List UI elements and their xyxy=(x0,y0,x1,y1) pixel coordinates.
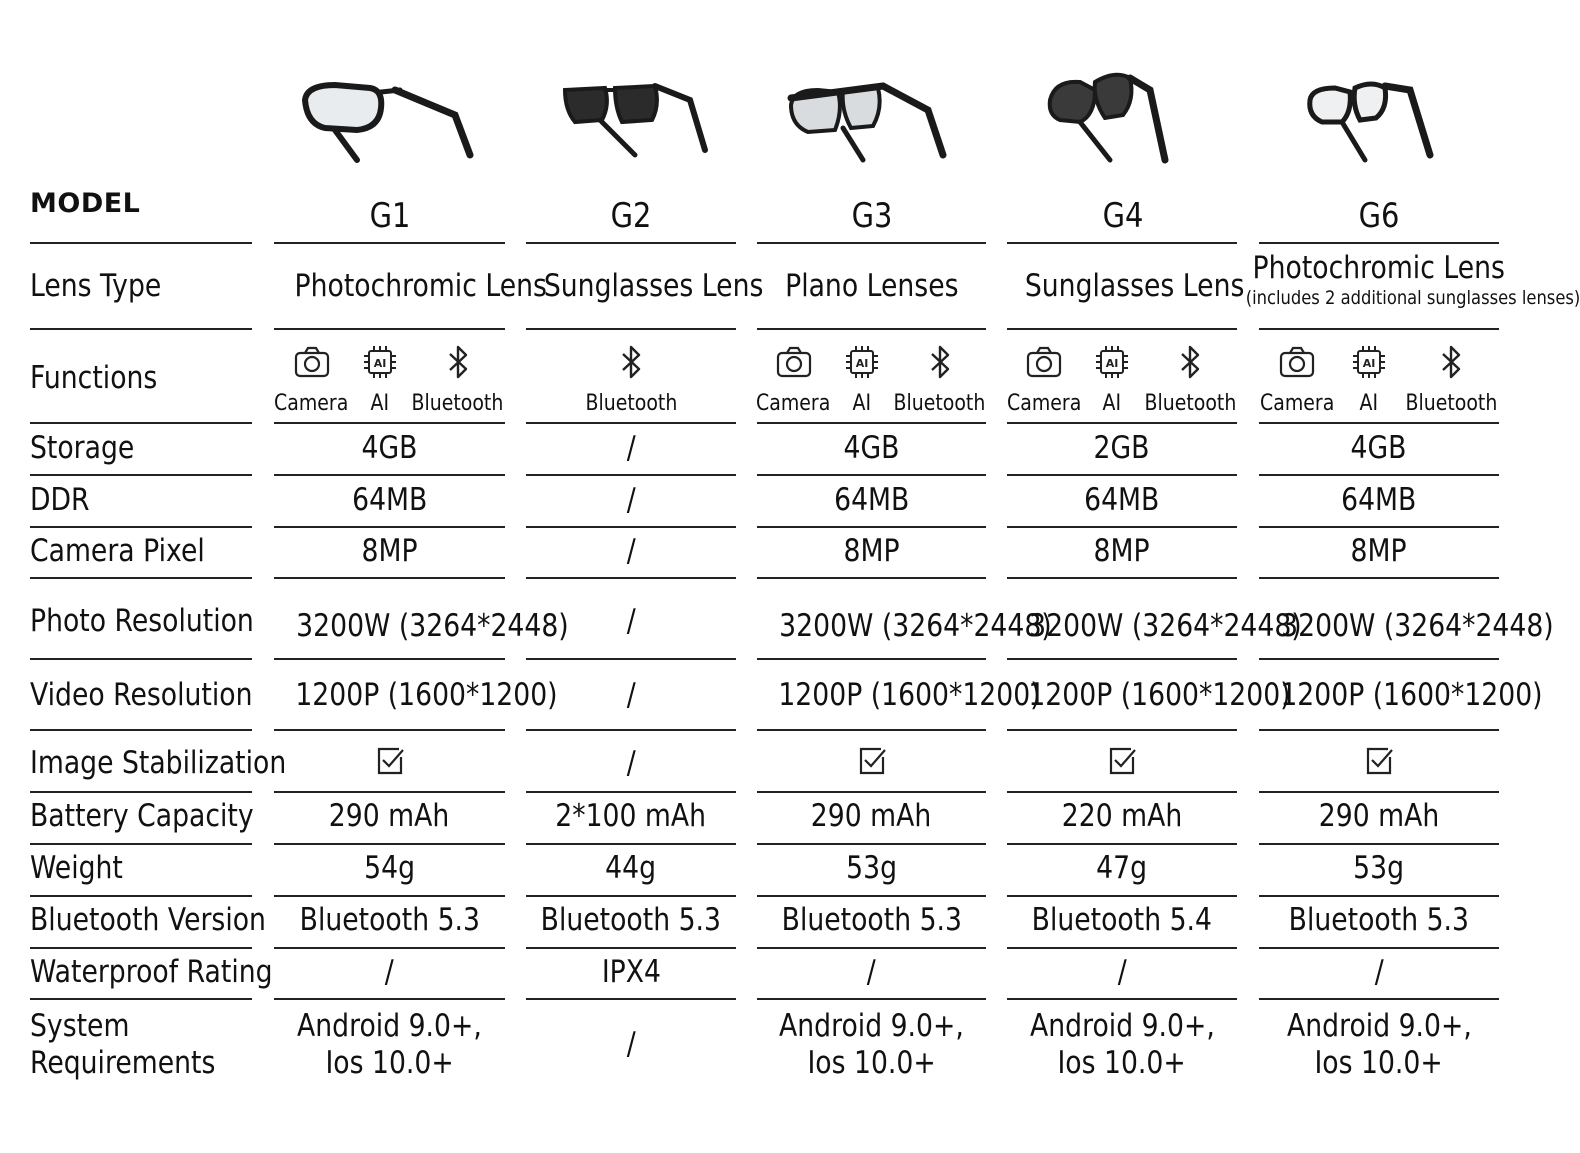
function-label: AI xyxy=(370,391,389,416)
row-divider xyxy=(1259,895,1499,897)
row-divider xyxy=(1007,242,1237,244)
row-label-camera-pixel: Camera Pixel xyxy=(30,533,205,569)
camera-pixel-g6: 8MP xyxy=(1350,533,1408,569)
system-requirements-g3: Android 9.0+, Ios 10.0+ xyxy=(779,1008,964,1082)
row-divider xyxy=(1259,947,1499,949)
ai-chip-icon xyxy=(1349,342,1389,387)
function-label: Camera xyxy=(1259,391,1335,416)
battery-g2: 2*100 mAh xyxy=(555,798,707,834)
function-label: Bluetooth xyxy=(1405,391,1497,416)
row-divider xyxy=(274,843,505,845)
model-column-label: MODEL xyxy=(30,188,141,219)
row-divider xyxy=(274,526,505,528)
ai-chip-icon xyxy=(842,342,882,387)
row-label-battery: Battery Capacity xyxy=(30,798,254,834)
bluetooth-icon xyxy=(920,342,960,387)
functions-g4 xyxy=(1007,342,1237,416)
function-label: Bluetooth xyxy=(585,391,677,416)
row-divider xyxy=(526,998,736,1000)
camera-icon xyxy=(1277,342,1317,387)
row-divider xyxy=(1259,328,1499,330)
row-divider xyxy=(757,422,986,424)
ddr-g3: 64MB xyxy=(833,482,910,518)
checkbox-checked-icon xyxy=(856,749,888,785)
row-divider xyxy=(526,843,736,845)
image-stabilization-g1 xyxy=(274,745,505,786)
row-divider xyxy=(274,658,505,660)
ddr-g2: / xyxy=(626,482,636,518)
row-divider xyxy=(274,895,505,897)
functions-g1 xyxy=(274,342,505,416)
lens-type-g1: Photochromic Lens xyxy=(294,268,547,304)
row-divider xyxy=(274,998,505,1000)
row-divider xyxy=(30,474,252,476)
function-label: Bluetooth xyxy=(893,391,986,416)
waterproof-g3: / xyxy=(866,954,876,990)
camera-icon xyxy=(292,342,332,387)
ddr-g4: 64MB xyxy=(1084,482,1160,518)
function-label: Camera xyxy=(1006,391,1082,416)
row-divider xyxy=(1007,729,1237,731)
weight-g6: 53g xyxy=(1353,850,1405,886)
row-divider xyxy=(757,998,986,1000)
function-ai-g6 xyxy=(1345,342,1393,416)
row-divider xyxy=(1259,998,1499,1000)
video-resolution-g3: 1200P (1600*1200) xyxy=(778,677,1041,713)
bt-version-g1: Bluetooth 5.3 xyxy=(299,902,480,938)
row-divider xyxy=(1259,658,1499,660)
camera-icon xyxy=(774,342,814,387)
bt-version-g6: Bluetooth 5.3 xyxy=(1288,902,1470,938)
g1-glasses-image xyxy=(295,60,480,175)
camera-pixel-g2: / xyxy=(626,533,636,569)
video-resolution-g4: 1200P (1600*1200) xyxy=(1028,677,1291,713)
row-divider xyxy=(526,947,736,949)
function-camera-g4 xyxy=(1006,342,1082,416)
row-divider xyxy=(526,895,736,897)
row-divider xyxy=(274,328,505,330)
system-requirements-g1: Android 9.0+, Ios 10.0+ xyxy=(297,1008,482,1082)
row-label-photo-resolution: Photo Resolution xyxy=(30,603,254,639)
row-divider xyxy=(526,658,736,660)
row-divider xyxy=(757,947,986,949)
camera-icon xyxy=(1024,342,1064,387)
bt-version-g4: Bluetooth 5.4 xyxy=(1031,902,1213,938)
system-requirements-g6: Android 9.0+, Ios 10.0+ xyxy=(1286,1008,1472,1082)
system-requirements-g2: / xyxy=(626,1026,636,1062)
row-divider xyxy=(1007,658,1237,660)
row-label-weight: Weight xyxy=(30,850,123,886)
row-divider xyxy=(526,577,736,579)
row-divider xyxy=(30,947,252,949)
row-divider xyxy=(30,729,252,731)
row-divider xyxy=(1259,729,1499,731)
weight-g2: 44g xyxy=(605,850,657,886)
lens-type-g6-note: (includes 2 additional sunglasses lenses) xyxy=(1245,287,1580,310)
storage-g1: 4GB xyxy=(361,430,418,466)
g4-glasses-image xyxy=(1045,60,1175,175)
photo-resolution-g3: 3200W (3264*2448) xyxy=(779,608,1052,644)
function-bluetooth-g1 xyxy=(410,342,506,416)
image-stabilization-g4 xyxy=(1007,745,1237,786)
row-divider xyxy=(274,422,505,424)
camera-pixel-g4: 8MP xyxy=(1093,533,1151,569)
row-label-lens-type: Lens Type xyxy=(30,268,162,304)
row-label-video-resolution: Video Resolution xyxy=(30,677,253,713)
row-divider xyxy=(526,791,736,793)
model-name-g6: G6 xyxy=(1358,196,1400,236)
row-divider xyxy=(526,474,736,476)
row-divider xyxy=(30,895,252,897)
row-divider xyxy=(1007,947,1237,949)
row-divider xyxy=(526,526,736,528)
lens-type-g3: Plano Lenses xyxy=(784,268,959,304)
bluetooth-icon xyxy=(611,342,651,387)
row-divider xyxy=(526,422,736,424)
function-bluetooth-g3 xyxy=(892,342,988,416)
row-divider xyxy=(757,895,986,897)
battery-g1: 290 mAh xyxy=(329,798,450,834)
storage-g6: 4GB xyxy=(1351,430,1407,466)
row-divider xyxy=(30,998,252,1000)
row-divider xyxy=(526,729,736,731)
weight-g4: 47g xyxy=(1096,850,1148,886)
battery-g4: 220 mAh xyxy=(1061,798,1183,834)
row-divider xyxy=(757,474,986,476)
row-divider xyxy=(526,328,736,330)
checkbox-checked-icon xyxy=(1363,749,1395,785)
svg-text:AI: AI xyxy=(855,357,868,370)
row-divider xyxy=(1007,422,1237,424)
row-divider xyxy=(274,577,505,579)
row-divider xyxy=(526,242,736,244)
image-stabilization-g6 xyxy=(1259,745,1499,786)
row-divider xyxy=(757,729,986,731)
functions-g6 xyxy=(1259,342,1499,416)
row-divider xyxy=(1259,242,1499,244)
row-divider xyxy=(274,474,505,476)
row-divider xyxy=(1007,998,1237,1000)
image-stabilization-g3 xyxy=(757,745,986,786)
lens-type-g2: Sunglasses Lens xyxy=(543,268,764,304)
row-divider xyxy=(30,526,252,528)
function-bluetooth-g6 xyxy=(1403,342,1499,416)
function-ai-g1 xyxy=(360,342,400,416)
row-label-bt-version: Bluetooth Version xyxy=(30,902,266,938)
g6-glasses-image xyxy=(1300,60,1435,175)
ddr-g6: 64MB xyxy=(1341,482,1417,518)
row-divider xyxy=(30,577,252,579)
storage-g4: 2GB xyxy=(1094,430,1150,466)
row-divider xyxy=(274,242,505,244)
row-divider xyxy=(1007,474,1237,476)
row-divider xyxy=(30,422,252,424)
bt-version-g2: Bluetooth 5.3 xyxy=(540,902,722,938)
bluetooth-icon xyxy=(1170,342,1210,387)
row-divider xyxy=(274,729,505,731)
waterproof-g6: / xyxy=(1374,954,1384,990)
g2-glasses-image xyxy=(560,60,710,175)
row-divider xyxy=(757,242,986,244)
row-divider xyxy=(757,577,986,579)
row-divider xyxy=(1259,577,1499,579)
storage-g2: / xyxy=(626,430,636,466)
function-bluetooth-g4 xyxy=(1142,342,1238,416)
model-name-g4: G4 xyxy=(1102,196,1144,236)
photo-resolution-g1: 3200W (3264*2448) xyxy=(296,608,569,644)
row-label-waterproof: Waterproof Rating xyxy=(30,954,273,990)
function-label: AI xyxy=(1102,391,1122,416)
row-divider xyxy=(30,843,252,845)
row-divider xyxy=(1259,843,1499,845)
function-label: Bluetooth xyxy=(1144,391,1236,416)
model-name-g3: G3 xyxy=(851,196,893,236)
functions-g3 xyxy=(757,342,986,416)
row-label-ddr: DDR xyxy=(30,482,90,518)
row-divider xyxy=(1259,526,1499,528)
checkbox-checked-icon xyxy=(1106,749,1138,785)
function-bluetooth-g2 xyxy=(583,342,679,416)
bt-version-g3: Bluetooth 5.3 xyxy=(781,902,962,938)
weight-g1: 54g xyxy=(364,850,415,886)
waterproof-g1: / xyxy=(384,954,394,990)
function-label: Camera xyxy=(756,391,831,416)
row-divider xyxy=(30,328,252,330)
image-stabilization-g2: / xyxy=(626,745,636,781)
video-resolution-g2: / xyxy=(626,677,636,713)
row-divider xyxy=(30,791,252,793)
video-resolution-g1: 1200P (1600*1200) xyxy=(295,677,558,713)
row-divider xyxy=(757,526,986,528)
row-divider xyxy=(1007,328,1237,330)
video-resolution-g6: 1200P (1600*1200) xyxy=(1280,677,1543,713)
function-label: AI xyxy=(852,391,871,416)
function-label: Camera xyxy=(274,391,349,416)
row-divider xyxy=(757,843,986,845)
row-divider xyxy=(1007,843,1237,845)
row-divider xyxy=(757,658,986,660)
row-label-system-line2: Requirements xyxy=(30,1045,216,1081)
ddr-g1: 64MB xyxy=(351,482,428,518)
battery-g3: 290 mAh xyxy=(811,798,932,834)
lens-type-g4: Sunglasses Lens xyxy=(1024,268,1245,304)
photo-resolution-g4: 3200W (3264*2448) xyxy=(1029,608,1302,644)
weight-g3: 53g xyxy=(846,850,897,886)
row-divider xyxy=(757,328,986,330)
function-label: AI xyxy=(1359,391,1379,416)
bluetooth-icon xyxy=(438,342,478,387)
row-label-image-stabilization: Image Stabilization xyxy=(30,745,287,781)
row-divider xyxy=(757,791,986,793)
checkbox-checked-icon xyxy=(374,749,406,785)
svg-text:AI: AI xyxy=(373,357,386,370)
row-divider xyxy=(1259,474,1499,476)
bluetooth-icon xyxy=(1431,342,1471,387)
row-divider xyxy=(30,658,252,660)
model-name-g2: G2 xyxy=(610,196,652,236)
g3-glasses-image xyxy=(783,60,953,175)
waterproof-g2: IPX4 xyxy=(601,954,661,990)
waterproof-g4: / xyxy=(1117,954,1127,990)
functions-g2 xyxy=(526,342,736,416)
row-label-system-line1: System xyxy=(30,1008,130,1044)
svg-text:AI: AI xyxy=(1362,357,1376,370)
battery-g6: 290 mAh xyxy=(1318,798,1440,834)
row-divider xyxy=(1259,791,1499,793)
row-divider xyxy=(1007,526,1237,528)
svg-text:AI: AI xyxy=(1105,357,1119,370)
row-divider xyxy=(1007,895,1237,897)
row-divider xyxy=(1007,577,1237,579)
camera-pixel-g1: 8MP xyxy=(361,533,418,569)
row-label-storage: Storage xyxy=(30,430,135,466)
row-divider xyxy=(274,947,505,949)
photo-resolution-g2: / xyxy=(626,603,636,639)
photo-resolution-g6: 3200W (3264*2448) xyxy=(1281,608,1554,644)
function-camera-g3 xyxy=(756,342,832,416)
row-divider xyxy=(30,242,252,244)
function-ai-g3 xyxy=(842,342,882,416)
row-divider xyxy=(1007,791,1237,793)
function-label: Bluetooth xyxy=(411,391,504,416)
lens-type-g6: Photochromic Lens (includes 2 additional sunglasses lenses) xyxy=(1245,250,1580,310)
ai-chip-icon xyxy=(360,342,400,387)
storage-g3: 4GB xyxy=(843,430,900,466)
row-divider xyxy=(274,791,505,793)
model-name-g1: G1 xyxy=(369,196,411,236)
function-camera-g1 xyxy=(274,342,350,416)
row-divider xyxy=(1259,422,1499,424)
function-camera-g6 xyxy=(1259,342,1335,416)
ai-chip-icon xyxy=(1092,342,1132,387)
system-requirements-g4: Android 9.0+, Ios 10.0+ xyxy=(1029,1008,1215,1082)
row-label-functions: Functions xyxy=(30,360,158,396)
camera-pixel-g3: 8MP xyxy=(843,533,900,569)
function-ai-g4 xyxy=(1092,342,1132,416)
